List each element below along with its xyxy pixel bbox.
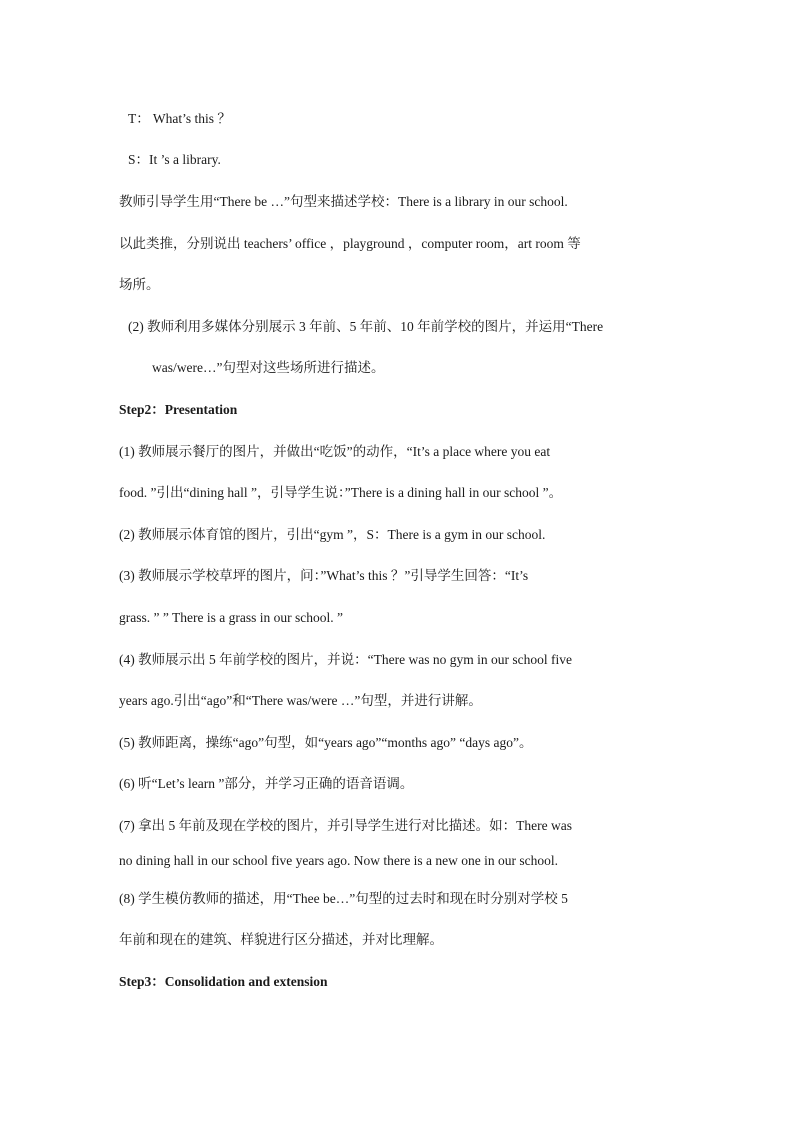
list-item-line: (6) 听“Let’s learn ”部分，并学习正确的语音语调。 — [119, 776, 414, 791]
dialogue-teacher-line: T： What’s this ？ — [128, 111, 231, 126]
section-heading-step3: Step3：Consolidation and extension — [119, 974, 328, 989]
list-item-line: food. ”引出“dining hall ”，引导学生说：”There is a dining hall in our school ”。 — [119, 485, 563, 500]
list-item-line: (1) 教师展示餐厅的图片，并做出“吃饭”的动作，“It’s a place where you eat — [119, 444, 551, 459]
paragraph-line: 教师引导学生用“There be …”句型来描述学校：There is a library in our school. — [119, 194, 568, 209]
list-item-line: years ago.引出“ago”和“There was/were …”句型，并进行讲解。 — [119, 693, 482, 708]
list-item-line: (5) 教师距离，操练“ago”句型，如“years ago”“months ago” “days ago”。 — [119, 735, 533, 750]
list-item-line: grass. ” ” There is a grass in our school. ” — [119, 610, 343, 625]
section-heading-step2: Step2：Presentation — [119, 402, 238, 417]
paragraph-line: 场所。 — [119, 277, 160, 292]
list-item-line: no dining hall in our school five years ago. Now there is a new one in our school. — [119, 853, 559, 868]
paragraph-line: was/were…”句型对这些场所进行描述。 — [152, 360, 385, 375]
paragraph-line: (2) 教师利用多媒体分别展示 3 年前、5 年前、10 年前学校的图片，并运用“There — [128, 319, 604, 334]
dialogue-student-line: S：It ’s a library. — [128, 152, 221, 167]
list-item-line: 年前和现在的建筑、样貌进行区分描述，并对比理解。 — [119, 932, 443, 947]
list-item-line: (2) 教师展示体育馆的图片，引出“gym ”，S：There is a gym in our school. — [119, 527, 546, 542]
list-item-line: (4) 教师展示出 5 年前学校的图片，并说：“There was no gym in our school five — [119, 652, 572, 667]
list-item-line: (3) 教师展示学校草坪的图片，问：”What’s this ？”引导学生回答：“It’s — [119, 568, 529, 583]
list-item-line: (8) 学生模仿教师的描述，用“Thee be…”句型的过去时和现在时分别对学校 5 — [119, 891, 568, 906]
list-item-line: (7) 拿出 5 年前及现在学校的图片，并引导学生进行对比描述。如：There was — [119, 818, 572, 833]
paragraph-line: 以此类推，分别说出 teachers’ office ，playground ，computer room，art room 等 — [119, 236, 581, 251]
